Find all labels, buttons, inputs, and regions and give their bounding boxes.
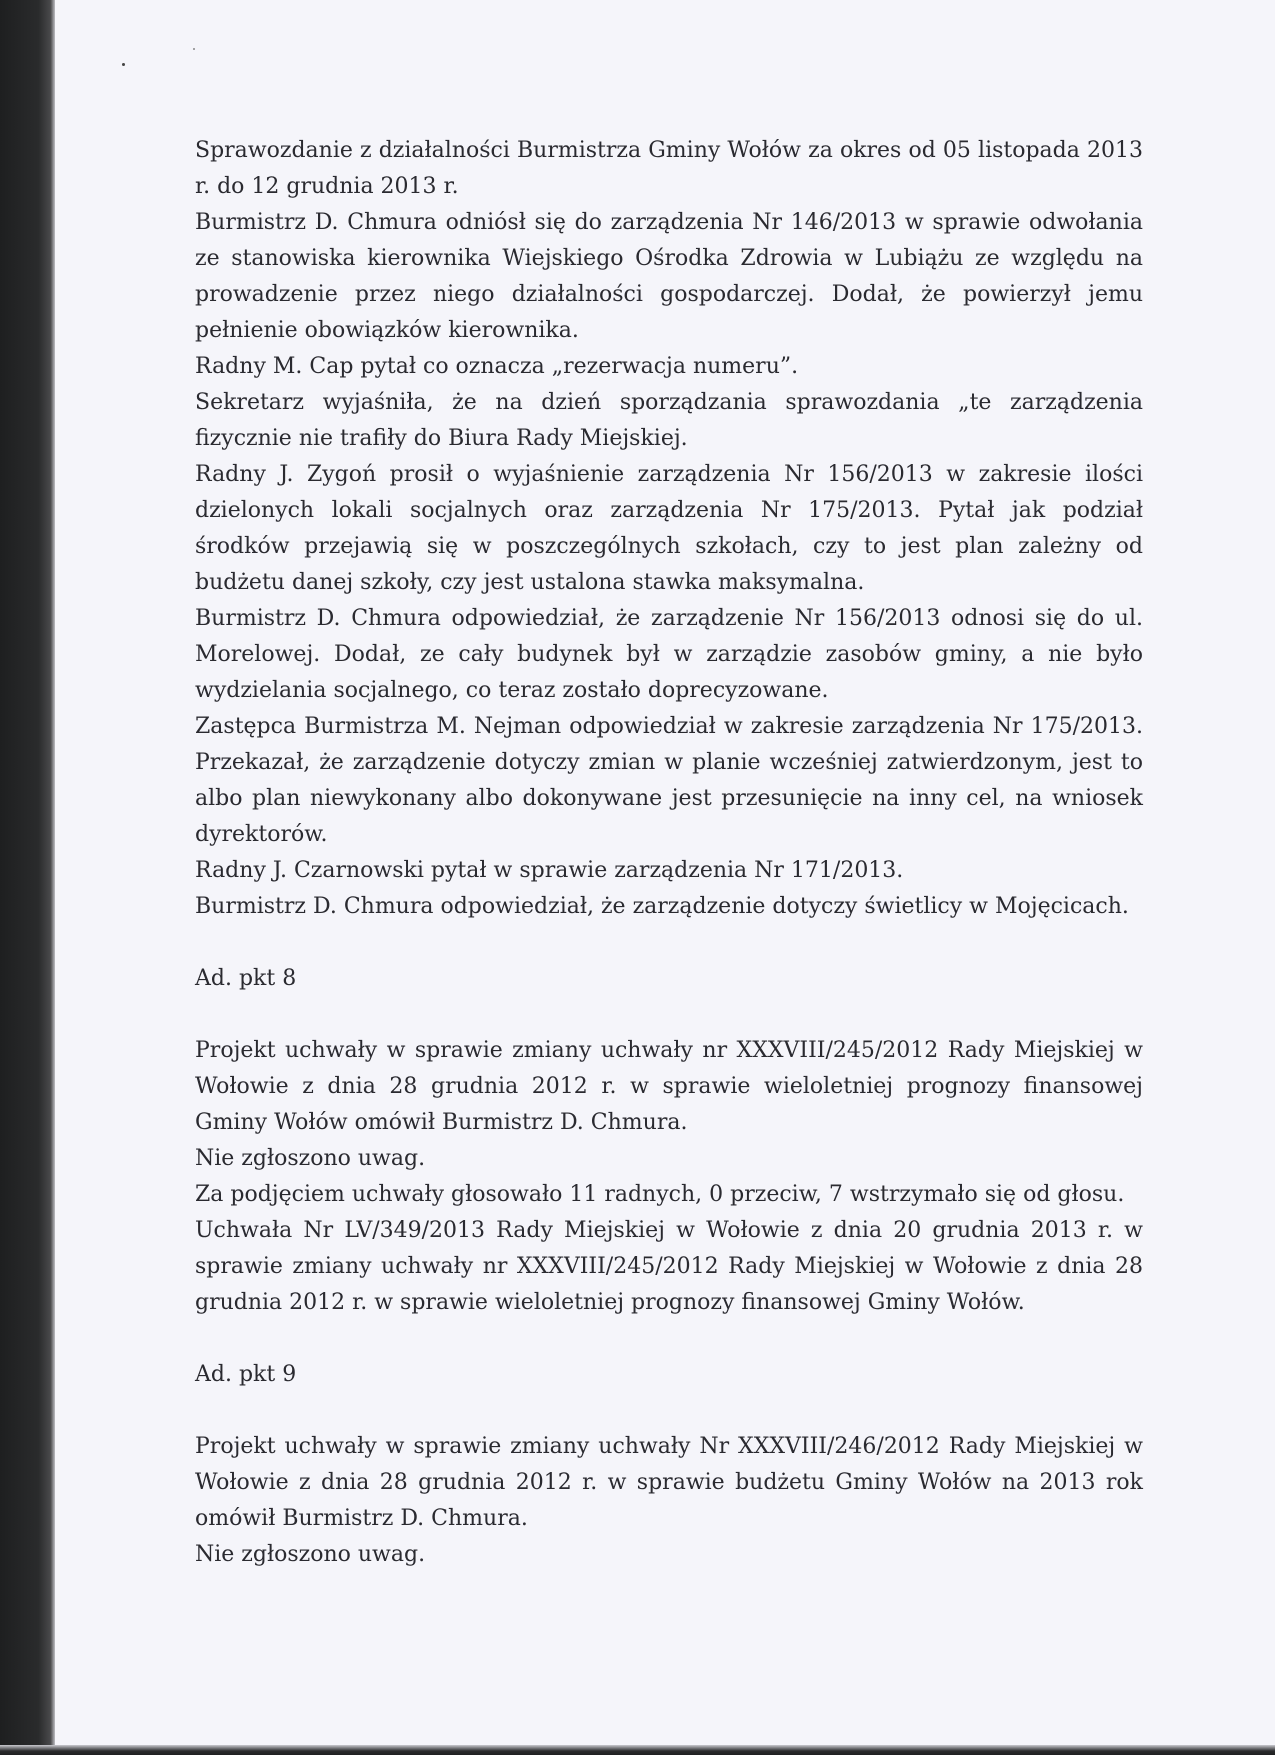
scan-left-shadow	[0, 0, 55, 1755]
document-body	[195, 133, 1143, 1573]
resolution-paragraph: Uchwała Nr LV/349/2013 Rady Miejskiej w Wołowie z dnia 20 grudnia 2013 r. w sprawie zmiany uchwały nr XXXVIII/245/2012 Rady Miejskiej w Wołowie z dnia 28 grudnia 2012 r. w sprawie wieloletniej prognozy finansowej Gminy Wołów.	[195, 1218, 1143, 1315]
mayor-answer-paragraph: Burmistrz D. Chmura odpowiedział, że zarządzenie dotyczy świetlicy w Mojęcicach.	[195, 894, 1129, 919]
vote-result-paragraph: Za podjęciem uchwały głosowało 11 radnych, 0 przeciw, 7 wstrzymało się od głosu.	[195, 1182, 1125, 1207]
resolution-project-paragraph: Projekt uchwały w sprawie zmiany uchwały Nr XXXVIII/246/2012 Rady Miejskiej w Wołowie z dnia 28 grudnia 2012 r. w sprawie budżetu Gminy Wołów na 2013 rok omówił Burmistrz D. Chmura.	[195, 1434, 1143, 1531]
spacer	[195, 997, 1143, 1033]
councillor-question-paragraph: Radny M. Cap pytał co oznacza „rezerwacja numeru”.	[195, 354, 799, 379]
deputy-mayor-answer-paragraph: Zastępca Burmistrza M. Nejman odpowiedział w zakresie zarządzenia Nr 175/2013. Przekazał, że zarządzenie dotyczy zmian w planie wcześniej zatwierdzonym, jest to albo plan niewykonany albo dokonywane jest przesunięcie na inny cel, na wniosek dyrektorów.	[195, 714, 1143, 847]
spacer	[195, 1393, 1143, 1429]
mayor-answer-paragraph: Burmistrz D. Chmura odpowiedział, że zarządzenie Nr 156/2013 odnosi się do ul. Morelowej. Dodał, ze cały budynek był w zarządzie zasobów gminy, a nie było wydzielania socjalnego, co teraz zostało doprecyzowane.	[195, 606, 1143, 703]
secretary-explanation-paragraph: Sekretarz wyjaśniła, że na dzień sporządzania sprawozdania „te zarządzenia fizycznie nie trafiły do Biura Rady Miejskiej.	[195, 390, 1143, 451]
no-remarks-paragraph: Nie zgłoszono uwag.	[195, 1542, 426, 1567]
mayor-statement-paragraph: Burmistrz D. Chmura odniósł się do zarządzenia Nr 146/2013 w sprawie odwołania ze stanowiska kierownika Wiejskiego Ośrodka Zdrowia w Lubiążu ze względu na prowadzenie przez niego działalności gospodarczej. Dodał, że powierzył jemu pełnienie obowiązków kierownika.	[195, 210, 1143, 343]
scan-bottom-shadow	[0, 1745, 1275, 1755]
councillor-question-paragraph: Radny J. Czarnowski pytał w sprawie zarządzenia Nr 171/2013.	[195, 858, 904, 883]
scan-speck	[122, 63, 125, 66]
spacer	[195, 925, 1143, 961]
no-remarks-paragraph: Nie zgłoszono uwag.	[195, 1146, 426, 1171]
councillor-question-paragraph: Radny J. Zygoń prosił o wyjaśnienie zarządzenia Nr 156/2013 w zakresie ilości dzielonych lokali socjalnych oraz zarządzenia Nr 175/2013. Pytał jak podział środków przejawią się w poszczególnych szkołach, czy to jest plan zależny od budżetu danej szkoły, czy jest ustalona stawka maksymalna.	[195, 462, 1143, 595]
section-heading: Ad. pkt 9	[195, 1362, 297, 1387]
section-heading: Ad. pkt 8	[195, 966, 297, 991]
resolution-project-paragraph: Projekt uchwały w sprawie zmiany uchwały nr XXXVIII/245/2012 Rady Miejskiej w Wołowie z dnia 28 grudnia 2012 r. w sprawie wieloletniej prognozy finansowej Gminy Wołów omówił Burmistrz D. Chmura.	[195, 1038, 1143, 1135]
report-title-paragraph: Sprawozdanie z działalności Burmistrza Gminy Wołów za okres od 05 listopada 2013 r. do 12 grudnia 2013 r.	[195, 138, 1143, 199]
spacer	[195, 1321, 1143, 1357]
scan-speck	[193, 48, 195, 50]
